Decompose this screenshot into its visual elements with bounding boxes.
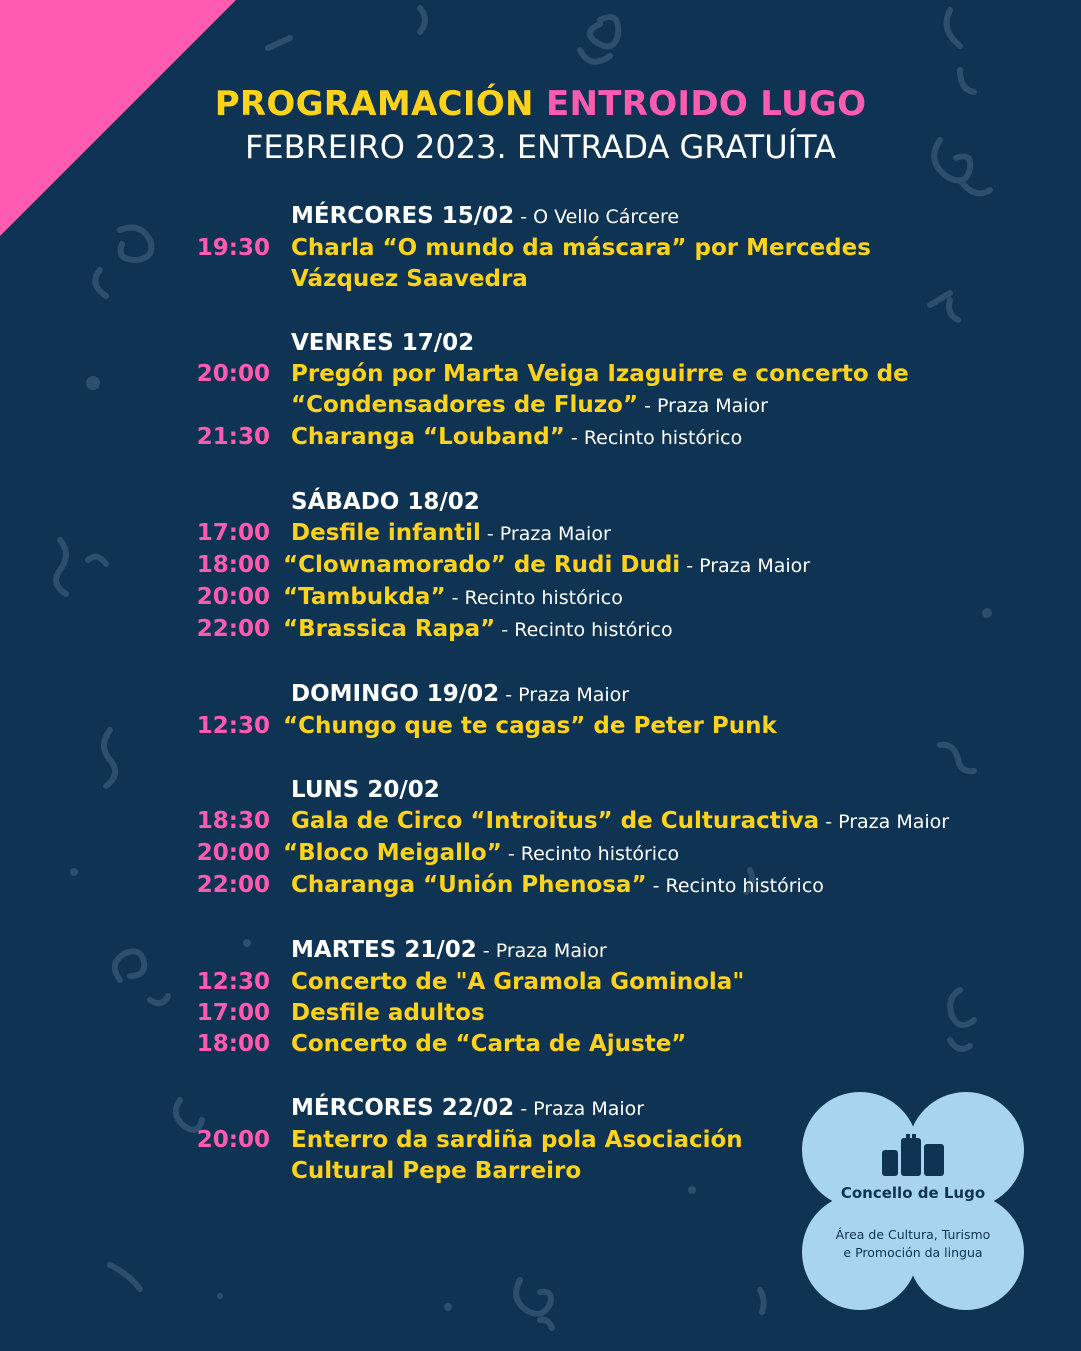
day-place: - Praza Maior bbox=[476, 940, 607, 962]
event-row bbox=[0, 838, 1081, 870]
event-place: - Praza Maior bbox=[819, 811, 950, 833]
event-title-line2: Cultural Pepe Barreiro bbox=[291, 1158, 582, 1184]
logo-area-line1: Área de Cultura, Turismo bbox=[835, 1227, 991, 1242]
day-heading bbox=[0, 327, 1081, 359]
day-label: LUNS 20/02 bbox=[291, 777, 440, 803]
event-title-line2: “Condensadores de Fluzo” bbox=[291, 392, 639, 418]
page-subtitle: FEBREIRO 2023. ENTRADA GRATUÍTA bbox=[244, 128, 836, 166]
event-time: 18:00 bbox=[196, 1031, 270, 1057]
day-label: MÉRCORES 15/02 bbox=[291, 203, 515, 229]
event-title: “Chungo que te cagas” de Peter Punk bbox=[283, 713, 777, 739]
event-time: 17:00 bbox=[196, 520, 270, 546]
event-title: Charanga “Louband” bbox=[291, 424, 565, 450]
day-label: SÁBADO 18/02 bbox=[291, 489, 480, 515]
event-title: Enterro da sardiña pola Asociación bbox=[291, 1127, 743, 1153]
day-place: - O Vello Cárcere bbox=[514, 206, 680, 228]
logo-area-line2: e Promoción da lingua bbox=[843, 1245, 983, 1260]
event-title: “Clownamorado” de Rudi Dudi bbox=[283, 552, 681, 578]
event-time: 19:30 bbox=[196, 235, 270, 261]
day-place: - Praza Maior bbox=[499, 684, 630, 706]
logo-area bbox=[802, 1226, 1024, 1262]
day-label: VENRES 17/02 bbox=[291, 330, 475, 356]
event-title: Desfile infantil bbox=[291, 520, 481, 546]
event-title: “Tambukda” bbox=[283, 584, 446, 610]
event-row bbox=[0, 422, 1081, 454]
event-time: 20:00 bbox=[196, 361, 270, 387]
event-row bbox=[0, 870, 1081, 902]
event-row bbox=[0, 806, 1081, 838]
event-row bbox=[0, 233, 1081, 264]
event-title: Gala de Circo “Introitus” de Culturactiva bbox=[291, 808, 820, 834]
event-row-continuation bbox=[0, 390, 1081, 422]
event-time: 21:30 bbox=[196, 424, 270, 450]
day-block bbox=[0, 774, 1081, 902]
event-row bbox=[0, 711, 1081, 742]
event-time: 20:00 bbox=[196, 584, 270, 610]
day-label: MARTES 21/02 bbox=[291, 937, 477, 963]
event-title: Charanga “Unión Phenosa” bbox=[291, 872, 647, 898]
event-place: - Recinto histórico bbox=[564, 427, 743, 449]
event-time: 17:00 bbox=[196, 1000, 270, 1026]
day-block bbox=[0, 934, 1081, 1060]
schedule bbox=[0, 200, 1081, 1219]
event-time: 20:00 bbox=[196, 1127, 270, 1153]
event-place: - Praza Maior bbox=[638, 395, 768, 417]
day-heading bbox=[0, 934, 1081, 967]
day-block bbox=[0, 327, 1081, 454]
event-place: - Recinto histórico bbox=[445, 587, 623, 609]
event-place: - Praza Maior bbox=[480, 523, 611, 545]
event-title-line2: Vázquez Saavedra bbox=[291, 266, 528, 292]
event-title: “Bloco Meigallo” bbox=[283, 840, 502, 866]
event-title: Charla “O mundo da máscara” por Mercedes bbox=[291, 235, 871, 261]
day-heading bbox=[0, 486, 1081, 518]
event-row bbox=[0, 1029, 1081, 1060]
event-title: Desfile adultos bbox=[291, 1000, 485, 1026]
event-place: - Recinto histórico bbox=[501, 843, 680, 865]
event-row bbox=[0, 967, 1081, 998]
event-place: - Praza Maior bbox=[680, 555, 811, 577]
event-row-continuation bbox=[0, 264, 1081, 295]
day-block bbox=[0, 486, 1081, 646]
day-label: MÉRCORES 22/02 bbox=[291, 1095, 515, 1121]
event-time: 18:00 bbox=[196, 552, 270, 578]
event-place: - Recinto histórico bbox=[646, 875, 824, 897]
event-row bbox=[0, 998, 1081, 1029]
event-title: Pregón por Marta Veiga Izaguirre e concerto de bbox=[291, 361, 909, 387]
event-time: 18:30 bbox=[196, 808, 270, 834]
event-title: Concerto de “Carta de Ajuste” bbox=[291, 1031, 687, 1057]
event-time: 12:30 bbox=[196, 713, 270, 739]
event-title: Concerto de "A Gramola Gominola" bbox=[291, 969, 745, 995]
title-programacion: PROGRAMACIÓN bbox=[214, 84, 534, 124]
page-title bbox=[0, 84, 1081, 124]
event-row bbox=[0, 518, 1081, 550]
event-time: 12:30 bbox=[196, 969, 270, 995]
day-block bbox=[0, 678, 1081, 742]
day-label: DOMINGO 19/02 bbox=[291, 681, 500, 707]
day-heading bbox=[0, 200, 1081, 233]
event-time: 22:00 bbox=[196, 616, 270, 642]
event-row bbox=[0, 614, 1081, 646]
event-row bbox=[0, 550, 1081, 582]
event-place: - Recinto histórico bbox=[495, 619, 673, 641]
event-row bbox=[0, 582, 1081, 614]
day-heading bbox=[0, 774, 1081, 806]
logo-name: Concello de Lugo bbox=[840, 1184, 986, 1202]
day-heading bbox=[0, 678, 1081, 711]
event-row bbox=[0, 359, 1081, 390]
event-title: “Brassica Rapa” bbox=[283, 616, 496, 642]
event-time: 20:00 bbox=[196, 840, 270, 866]
day-place: - Praza Maior bbox=[514, 1098, 645, 1120]
title-entroido-lugo: ENTROIDO LUGO bbox=[545, 84, 867, 124]
event-time: 22:00 bbox=[196, 872, 270, 898]
day-block bbox=[0, 200, 1081, 295]
